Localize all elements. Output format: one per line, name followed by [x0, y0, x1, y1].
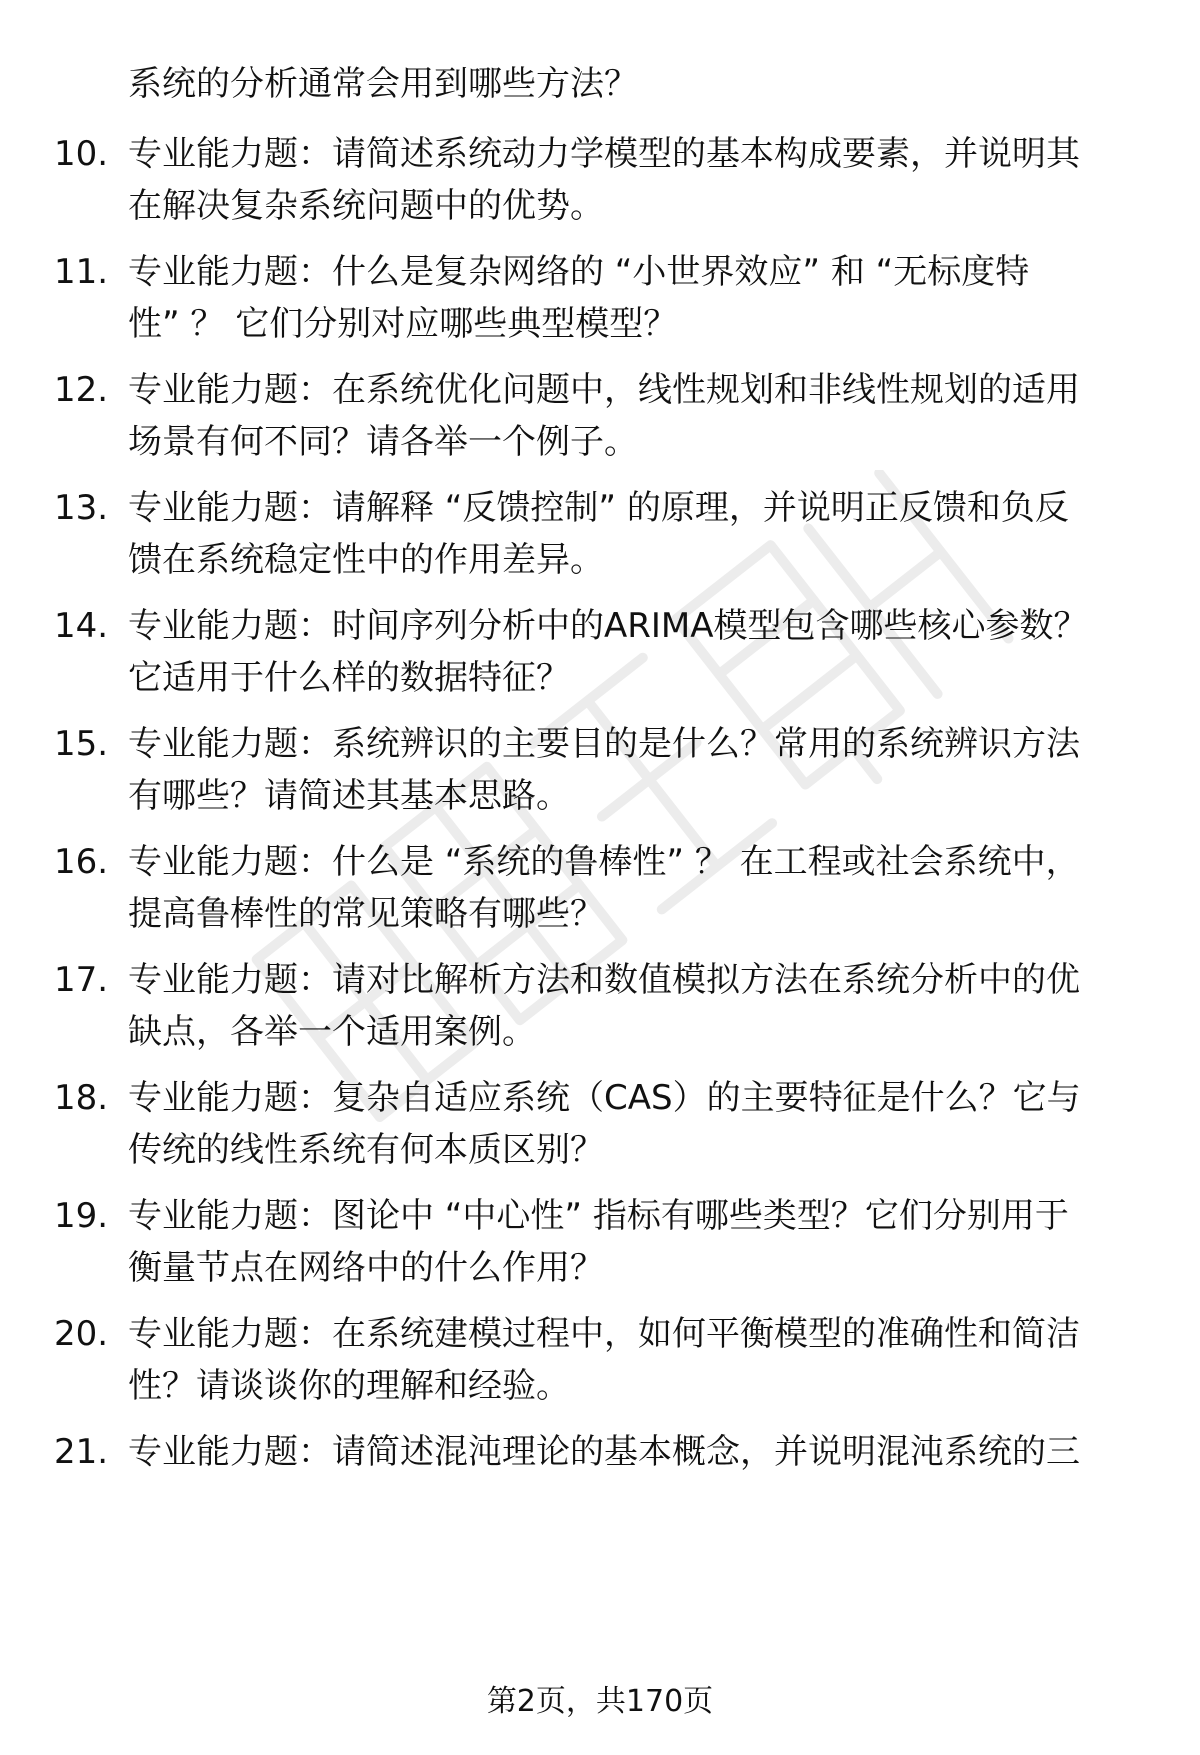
question-line: 场景有何不同？请各举一个例子。 — [128, 422, 638, 462]
question-text — [128, 128, 1138, 232]
question-number: 12. — [54, 370, 109, 410]
question-line: 专业能力题：什么是复杂网络的 “小世界效应” 和 “无标度特 — [128, 252, 1030, 292]
question-number: 11. — [54, 252, 109, 292]
question-line: 缺点，各举一个适用案例。 — [128, 1012, 536, 1052]
question-text — [128, 1308, 1138, 1412]
question-text — [128, 1426, 1138, 1478]
question-line: 馈在系统稳定性中的作用差异。 — [128, 540, 604, 580]
question-line: 专业能力题：请对比解析方法和数值模拟方法在系统分析中的优 — [128, 960, 1080, 1000]
question-line: 专业能力题：请简述系统动力学模型的基本构成要素，并说明其 — [128, 134, 1080, 174]
page-footer: 第2页，共170页 — [486, 1684, 714, 1719]
question-text — [128, 954, 1138, 1058]
question-number: 16. — [54, 842, 109, 882]
question-line: 专业能力题：图论中 “中心性” 指标有哪些类型？它们分别用于 — [128, 1196, 1069, 1236]
question-text — [128, 1190, 1138, 1294]
question-number: 15. — [54, 724, 109, 764]
question-text — [128, 1072, 1138, 1176]
question-line: 提高鲁棒性的常见策略有哪些？ — [128, 894, 604, 934]
question-text — [128, 482, 1138, 586]
question-text — [128, 364, 1138, 468]
question-line: 有哪些？请简述其基本思路。 — [128, 776, 570, 816]
question-number: 19. — [54, 1196, 109, 1236]
question-line: 专业能力题：在系统优化问题中，线性规划和非线性规划的适用 — [128, 370, 1080, 410]
question-text — [128, 246, 1138, 350]
question-number: 20. — [54, 1314, 109, 1354]
continuation-text: 系统的分析通常会用到哪些方法？ — [128, 64, 638, 104]
question-line: 专业能力题：什么是 “系统的鲁棒性” ？ 在工程或社会系统中， — [128, 842, 1080, 882]
question-number: 13. — [54, 488, 109, 528]
question-text — [128, 600, 1138, 704]
question-text — [128, 836, 1138, 940]
question-number: 18. — [54, 1078, 109, 1118]
question-line: 专业能力题：复杂自适应系统（CAS）的主要特征是什么？它与 — [128, 1078, 1081, 1118]
question-line: 衡量节点在网络中的什么作用？ — [128, 1248, 604, 1288]
question-line: 性” ？ 它们分别对应哪些典型模型？ — [128, 304, 678, 344]
question-text — [128, 718, 1138, 822]
question-number: 10. — [54, 134, 109, 174]
question-line: 在解决复杂系统问题中的优势。 — [128, 186, 604, 226]
question-line: 专业能力题：请简述混沌理论的基本概念，并说明混沌系统的三 — [128, 1432, 1080, 1472]
question-line: 专业能力题：请解释 “反馈控制” 的原理，并说明正反馈和负反 — [128, 488, 1069, 528]
question-line: 性？请谈谈你的理解和经验。 — [128, 1366, 570, 1406]
question-line: 它适用于什么样的数据特征？ — [128, 658, 570, 698]
question-line: 专业能力题：在系统建模过程中，如何平衡模型的准确性和简洁 — [128, 1314, 1080, 1354]
question-line: 传统的线性系统有何本质区别？ — [128, 1130, 604, 1170]
question-number: 21. — [54, 1432, 109, 1472]
question-number: 17. — [54, 960, 109, 1000]
question-line: 专业能力题：时间序列分析中的ARIMA模型包含哪些核心参数？ — [128, 606, 1088, 646]
question-number: 14. — [54, 606, 109, 646]
question-line: 专业能力题：系统辨识的主要目的是什么？常用的系统辨识方法 — [128, 724, 1080, 764]
